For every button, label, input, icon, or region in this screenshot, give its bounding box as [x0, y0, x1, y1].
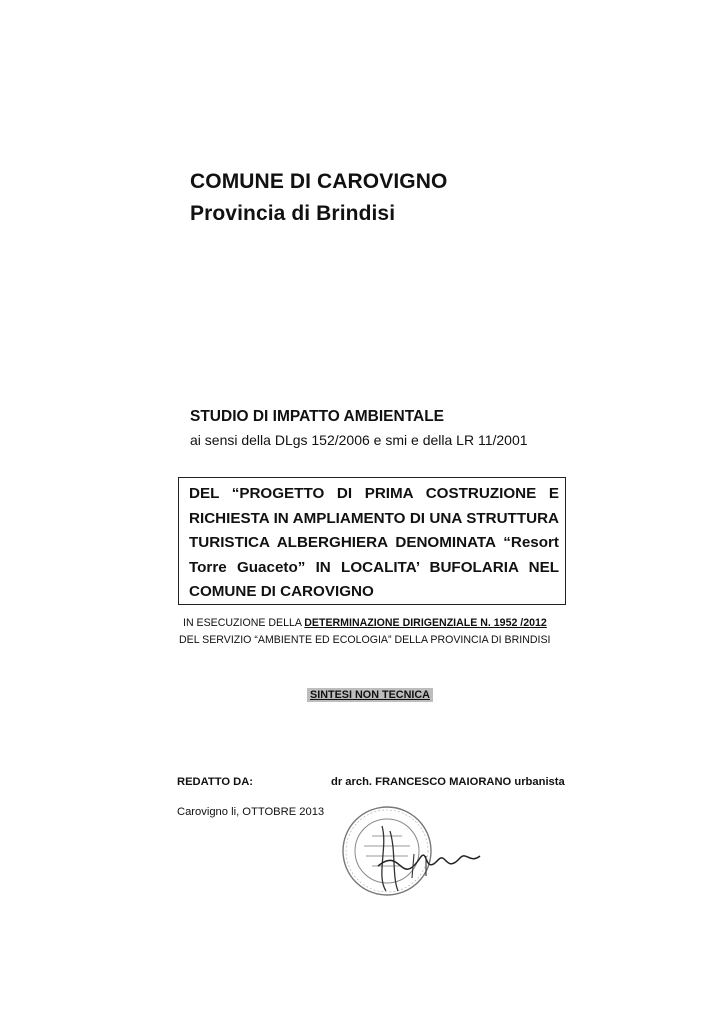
- execution-line-2: DEL SERVIZIO “AMBIENTE ED ECOLOGIA” DELLA PROVINCIA DI BRINDISI: [179, 634, 551, 646]
- execution-line-1: [183, 617, 547, 629]
- project-line: Torre Guaceto” IN LOCALITA’ BUFOLARIA NEL: [189, 558, 559, 576]
- execution-prefix: IN ESECUZIONE DELLA: [183, 617, 305, 629]
- project-line: COMUNE DI CAROVIGNO: [189, 583, 374, 600]
- municipality-title: COMUNE DI CAROVIGNO: [190, 170, 448, 193]
- determination-reference: DETERMINAZIONE DIRIGENZIALE N. 1952 /2012: [304, 617, 547, 629]
- project-box: [178, 477, 566, 605]
- study-subtitle: ai sensi della DLgs 152/2006 e smi e della LR 11/2001: [190, 432, 528, 448]
- project-line: RICHIESTA IN AMPLIAMENTO DI UNA STRUTTURA: [189, 509, 559, 527]
- stamp-signature-icon: [342, 796, 492, 906]
- province-title: Provincia di Brindisi: [190, 202, 396, 225]
- place-date: Carovigno li, OTTOBRE 2013: [177, 806, 325, 818]
- project-line: TURISTICA ALBERGHIERA DENOMINATA “Resort: [189, 534, 559, 551]
- prepared-by-label: REDATTO DA:: [177, 776, 254, 788]
- study-title: STUDIO DI IMPATTO AMBIENTALE: [190, 408, 445, 425]
- author-name: dr arch. FRANCESCO MAIORANO urbanista: [331, 776, 565, 788]
- document-type-badge: SINTESI NON TECNICA: [307, 688, 433, 702]
- project-line: DEL “PROGETTO DI PRIMA COSTRUZIONE E: [189, 485, 559, 502]
